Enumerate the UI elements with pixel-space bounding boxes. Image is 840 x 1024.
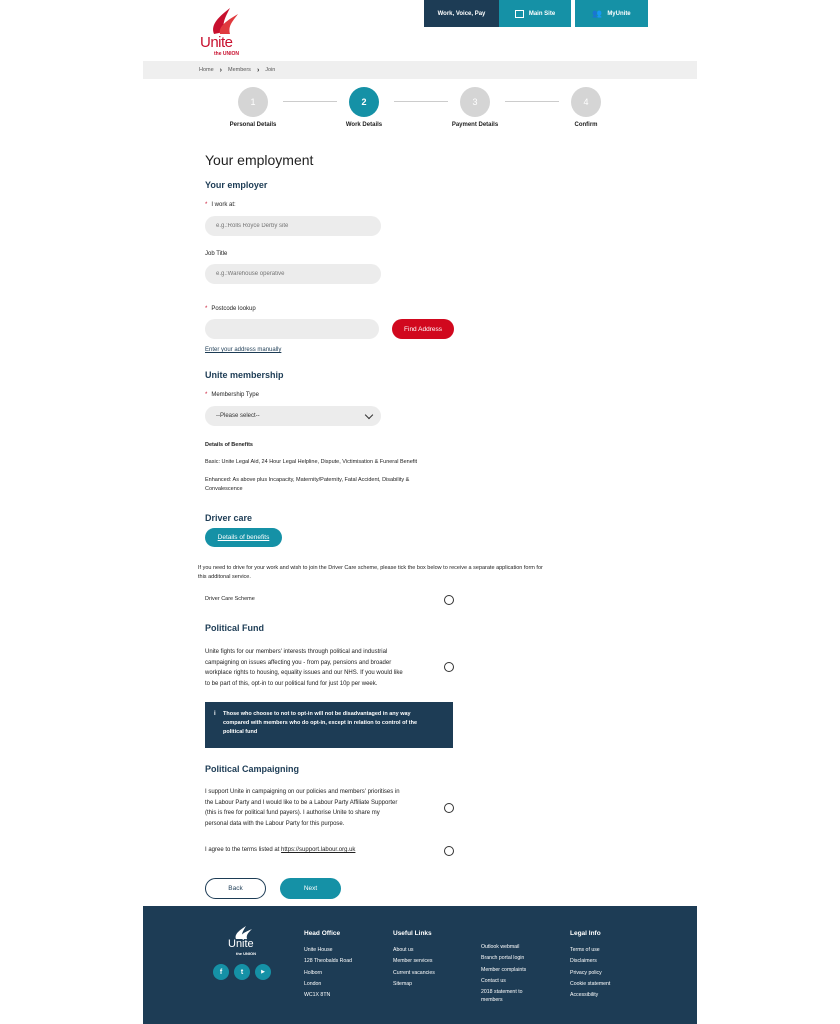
membership-type-label: * Membership Type <box>205 392 259 398</box>
nav-my-label: MyUnite <box>607 10 631 17</box>
step-4-label: Confirm <box>574 122 598 128</box>
footer-link-branch-portal[interactable]: Branch portal login <box>481 955 525 962</box>
youtube-icon[interactable]: ▶ <box>255 964 271 980</box>
head-office-title: Head Office <box>304 930 341 937</box>
membership-type-select[interactable] <box>205 406 381 426</box>
nav-main-label: Main Site <box>528 10 556 17</box>
terms-radio[interactable] <box>444 846 454 856</box>
find-address-button[interactable]: Find Address <box>392 319 454 339</box>
nav-work-voice-pay[interactable] <box>424 0 499 27</box>
terms-label: I agree to the terms listed at https://support.labour.org.uk <box>205 847 356 853</box>
step-1-label: Personal Details <box>229 122 277 128</box>
logo-subtext: the UNION <box>214 51 239 57</box>
footer-logo-text: Unite <box>228 938 254 950</box>
footer-logo[interactable] <box>228 924 258 958</box>
political-campaigning-text: I support Unite in campaigning on our policies and members' prioritises in the Labour Party and I would like to be a Labour Party Affiliate Supporter (this is free for political fund payers). I authorise Unite to share my personal data with the Labour Party for this purpose. <box>205 789 400 827</box>
footer <box>143 906 697 1024</box>
footer-link-privacy[interactable]: Privacy policy <box>570 969 602 976</box>
users-icon: 👥 <box>592 9 603 18</box>
legal-info-title: Legal Info <box>570 930 601 937</box>
step-4-circle: 4 <box>571 87 601 117</box>
chevron-down-icon <box>365 411 373 419</box>
manual-address-link[interactable]: Enter your address manually <box>205 347 282 353</box>
next-button[interactable]: Next <box>280 878 341 899</box>
page-title: Your employment <box>205 152 314 168</box>
footer-link-contact[interactable]: Contact us <box>481 977 506 984</box>
step-3-label: Payment Details <box>451 122 499 128</box>
chevron-right-icon: › <box>256 66 260 74</box>
political-fund-text: Unite fights for our members' interests through political and industrial campaigning on issues affecting you - from pay, pensions and broader workplace rights to housing, equality issues and our NHS. If you would like to be part of this, opt-in to our political fund for just 10p per week. <box>205 649 403 687</box>
flame-icon <box>200 4 244 36</box>
footer-link-sitemap[interactable]: Sitemap <box>393 980 413 987</box>
info-icon: i <box>214 711 216 717</box>
breadcrumb-home[interactable]: Home <box>199 67 214 73</box>
footer-link-terms[interactable]: Terms of use <box>570 947 600 953</box>
benefits-heading: Details of Benefits <box>205 442 253 448</box>
political-fund-info-box: i Those who choose to not to opt-in will not be disadvantaged in any way compared with members who do opt-in, except in relation to control of the political fund <box>205 702 453 748</box>
step-3-circle: 3 <box>460 87 490 117</box>
step-connector <box>394 101 448 102</box>
footer-link-member-services[interactable]: Member services <box>393 958 433 965</box>
facebook-icon[interactable]: f <box>213 964 229 980</box>
benefits-enhanced: Enhanced: As above plus Incapacity, Maternity/Paternity, Fatal Accident, Disability & Convalescence <box>205 477 410 492</box>
membership-heading: Unite membership <box>205 370 284 380</box>
unite-logo[interactable] <box>200 4 244 58</box>
step-1-circle: 1 <box>238 87 268 117</box>
useful-links-title: Useful Links <box>393 930 432 937</box>
footer-link-cookies[interactable]: Cookie statement <box>570 980 611 987</box>
political-campaigning-heading: Political Campaigning <box>205 764 300 774</box>
driver-care-radio[interactable] <box>444 595 454 605</box>
footer-link-disclaimers[interactable]: Disclaimers <box>570 958 597 965</box>
nav-myunite[interactable] <box>575 0 648 27</box>
breadcrumb-members[interactable]: Members <box>228 67 251 73</box>
postcode-label: * Postcode lookup <box>205 306 256 312</box>
head-office-address: Unite House 128 Theobalds Road Holborn London WC1X 8TN <box>304 947 353 999</box>
benefits-basic: Basic: Unite Legal Aid, 24 Hour Legal Helpline, Dispute, Victimisation & Funeral Benefit <box>205 459 418 465</box>
step-2-label: Work Details <box>345 122 383 128</box>
breadcrumb-join: Join <box>265 67 276 73</box>
membership-type-value: --Please select-- <box>216 413 260 419</box>
work-at-input[interactable] <box>205 216 381 236</box>
driver-care-scheme-label: Driver Care Scheme <box>205 596 255 602</box>
details-of-benefits-button[interactable]: Details of benefits <box>205 528 282 547</box>
footer-link-statement-cont[interactable]: members <box>481 997 503 1004</box>
job-title-label: Job Title <box>205 251 228 257</box>
footer-link-statement[interactable]: 2018 statement to <box>481 989 523 996</box>
driver-care-heading: Driver care <box>205 513 253 523</box>
site-icon <box>515 10 524 18</box>
step-connector <box>283 101 337 102</box>
terms-link[interactable]: https://support.labour.org.uk <box>281 847 356 853</box>
back-button[interactable]: Back <box>205 878 266 899</box>
chevron-right-icon: › <box>219 66 223 74</box>
nav-work-label: Work, Voice, Pay <box>437 10 486 17</box>
postcode-input[interactable] <box>205 319 379 339</box>
political-fund-radio[interactable] <box>444 662 454 672</box>
logo-text: Unite <box>200 34 233 51</box>
breadcrumb <box>143 61 697 79</box>
nav-main-site[interactable] <box>499 0 571 27</box>
footer-link-accessibility[interactable]: Accessibility <box>570 992 599 999</box>
driver-care-intro: If you need to drive for your work and wish to join the Driver Care scheme, please tick the box below to receive a separate application form for this additonal service. <box>198 565 543 580</box>
political-campaigning-radio[interactable] <box>444 803 454 813</box>
political-fund-heading: Political Fund <box>205 623 265 633</box>
legal-links-list <box>570 945 610 1001</box>
employer-heading: Your employer <box>205 180 268 190</box>
footer-link-vacancies[interactable]: Current vacancies <box>393 969 435 976</box>
step-2-circle: 2 <box>349 87 379 117</box>
footer-link-complaints[interactable]: Member complaints <box>481 966 527 973</box>
twitter-icon[interactable]: t <box>234 964 250 980</box>
work-at-label: * I work at: <box>205 202 236 208</box>
footer-logo-subtext: the UNION <box>236 951 256 956</box>
step-connector <box>505 101 559 102</box>
footer-link-webmail[interactable]: Outlook webmail <box>481 944 520 950</box>
footer-link-about[interactable]: About us <box>393 947 414 953</box>
job-title-input[interactable] <box>205 264 381 284</box>
more-links-list <box>481 942 526 1007</box>
useful-links-list <box>393 945 435 990</box>
